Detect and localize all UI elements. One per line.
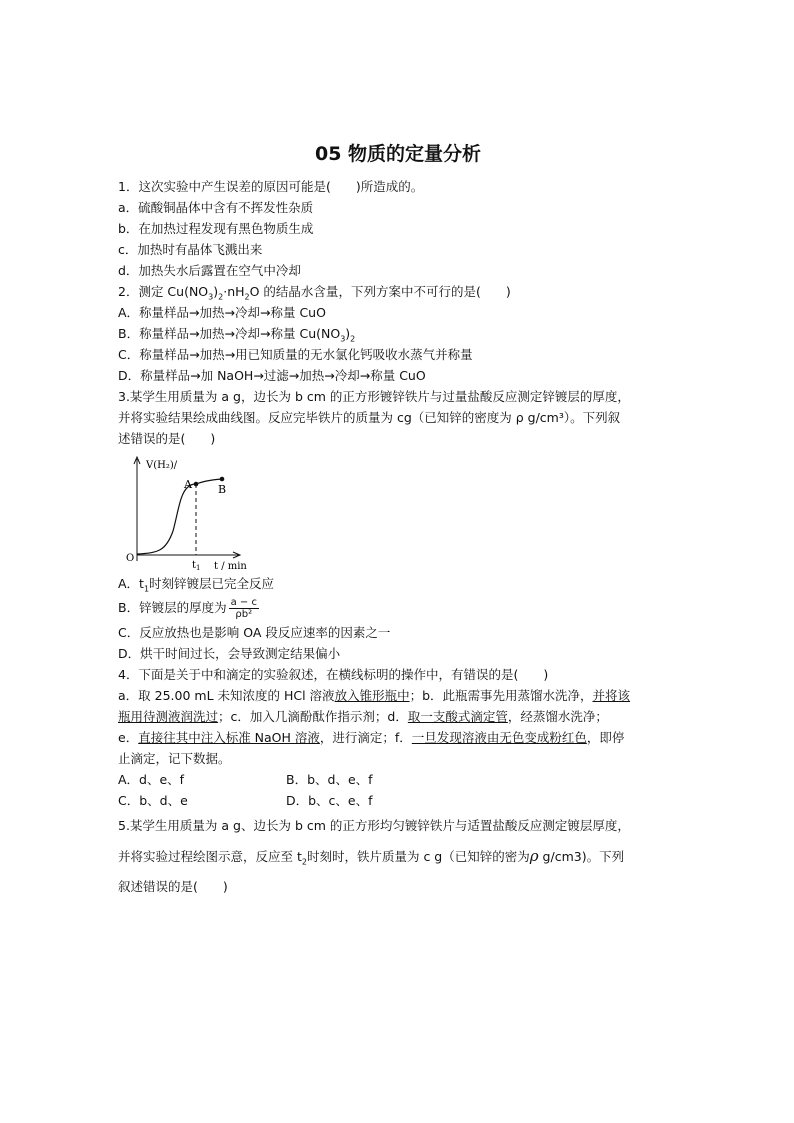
question-5 — [118, 811, 678, 902]
point-b-label: B — [218, 483, 227, 496]
question-2-option-c: C．称量样品→加热→用已知质量的无水氯化钙吸收水蒸气并称量 — [118, 347, 473, 362]
question-4-option-b: B．b、d、e、f — [286, 772, 373, 787]
x-axis-label: t / min — [214, 561, 247, 571]
question-1 — [118, 176, 678, 281]
question-3-option-a: A．$t_1$时刻锌镀层已完全反应 — [118, 576, 275, 594]
question-3-graph — [118, 451, 678, 571]
question-1-option-d: d．加热失水后露置在空气中冷却 — [118, 263, 301, 278]
question-3-stem-line-1: 3.某学生用质量为 a g，边长为 b cm 的正方形镀锌铁片与过量盐酸反应测定锌镀层的厚度， — [118, 389, 630, 404]
question-3-stem-line-2: 并将实验结果绘成曲线图。反应完毕铁片的质量为 cg（已知锌的密度为 ρ g/cm³）。下列叙 — [118, 410, 621, 425]
question-4-body-line-4: 止滴定，记下数据。 — [118, 751, 231, 766]
question-4 — [118, 664, 678, 811]
question-1-stem: 1．这次实验中产生误差的原因可能是( )所造成的。 — [118, 179, 424, 194]
t1-label: $t_1$ — [192, 560, 201, 571]
point-b-marker — [220, 477, 225, 482]
question-1-option-a: a．硫酸铜晶体中含有不挥发性杂质 — [118, 200, 314, 215]
rho-symbol: ρ — [529, 847, 539, 865]
question-4-body-line-2: 瓶用待测液润洗过；c．加入几滴酚酞作指示剂；d．取一支酸式滴定管，经蒸馏水洗净； — [118, 709, 608, 724]
question-4-options-row-1 — [118, 769, 678, 790]
question-5-line-1: 5.某学生用质量为 a g、边长为 b cm 的正方形均匀镀锌铁片与适置盐酸反应测定镀层厚度， — [118, 818, 630, 833]
question-2 — [118, 281, 678, 386]
question-1-option-b: b．在加热过程发现有黑色物质生成 — [118, 221, 314, 236]
y-axis-label: V(H₂)/ — [146, 460, 178, 471]
volume-time-graph — [118, 451, 278, 571]
question-3-option-b: B．锌镀层的厚度为 $\frac{a - c}{\text{ρb²}}$ — [118, 597, 257, 620]
question-4-stem: 4．下面是关于中和滴定的实验叙述，在横线标明的操作中，有错误的是( ) — [118, 667, 549, 682]
question-2-stem: 2．测定 $Cu(NO_3)_2\cdot nH_2O$ 的结晶水含量，下列方案中不可行的是( ) — [118, 284, 511, 302]
point-a-label: A — [184, 478, 192, 491]
question-3-stem-line-3: 述错误的是( ) — [118, 431, 216, 446]
page-title: 05 物质的定量分析 — [314, 143, 482, 165]
question-4-options-row-2 — [118, 790, 678, 811]
question-3-option-c: C．反应放热也是影响 OA 段反应速率的因素之一 — [118, 625, 391, 640]
thickness-fraction: $\frac{a - c}{\text{ρb²}}$ — [230, 597, 257, 620]
origin-label: O — [126, 553, 135, 564]
reaction-curve — [137, 479, 222, 554]
question-3 — [118, 386, 678, 664]
question-1-option-c: c．加热时有晶体飞溅出来 — [118, 242, 263, 257]
question-3-option-d: D．烘干时间过长，会导致测定结果偏小 — [118, 646, 341, 661]
question-2-option-d: D．称量样品→加 NaOH→过滤→加热→冷却→称量 CuO — [118, 368, 426, 383]
question-5-line-3: 叙述错误的是( ) — [118, 879, 228, 894]
question-4-option-c: C．b、d、e — [118, 793, 188, 808]
question-4-body-line-1: a．取 25.00 mL 未知浓度的 HCl 溶液放入锥形瓶中；b．此瓶需事先用蒸馏水洗净，并将该 — [118, 688, 631, 703]
point-a-marker — [194, 482, 199, 487]
question-4-option-d: D．b、c、e、f — [286, 793, 373, 808]
question-4-body-line-3: e．直接往其中注入标准 NaOH 溶液，进行滴定；f．一旦发现溶液由无色变成粉红色，即停 — [118, 730, 625, 745]
question-2-option-a: A．称量样品→加热→冷却→称量 CuO — [118, 305, 326, 320]
question-2-option-b: B．称量样品→加热→冷却→称量 $Cu(NO_3)_2$ — [118, 326, 356, 344]
question-4-option-a: A．d、e、f — [118, 772, 185, 787]
question-5-line-2: 并将实验过程绘图示意，反应至 $t_2$时刻时，铁片质量为 c g（已知锌的密为ρ g/cm3)。下列 — [118, 847, 625, 867]
document-page — [118, 142, 678, 902]
